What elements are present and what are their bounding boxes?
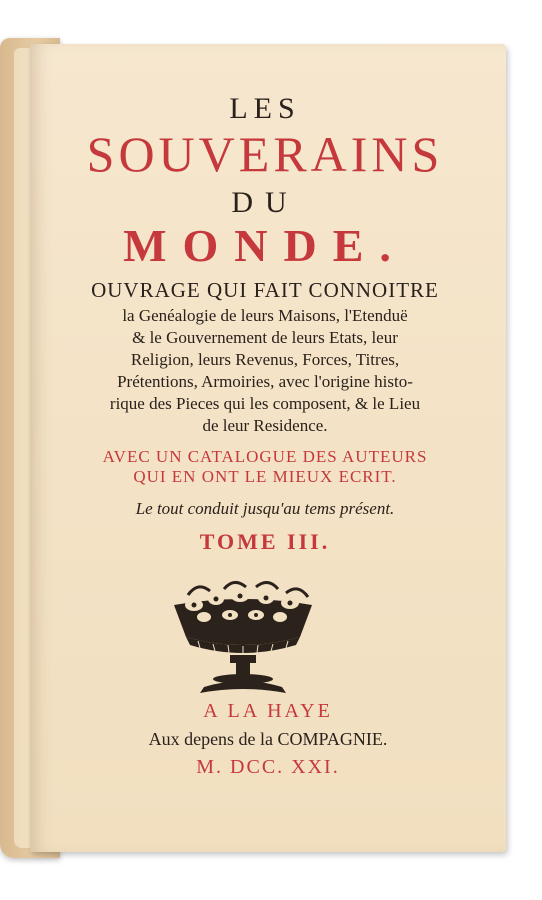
catalog-note [40,447,490,487]
description-line: Prétentions, Armoiries, avec l'origine histo- [117,372,413,391]
title-block [40,80,490,555]
fruit-basket-woodcut-icon [168,575,318,697]
title-souverains: SOUVERAINS [86,126,444,182]
description-line: Religion, leurs Revenus, Forces, Titres, [130,350,400,369]
catalog-line: AVEC UN CATALOGUE DES AUTEURS [102,447,428,466]
subtitle-line: OUVRAGE QUI FAIT CONNOITRE [91,278,439,302]
imprint [30,700,506,779]
description-line: rique des Pieces qui les composent, & le Lieu [109,394,421,413]
imprint-year: M. DCC. XXI. [196,756,340,778]
tome-label: TOME III. [199,529,331,554]
description-line: de leur Residence. [202,416,328,435]
imprint-publisher: Aux depens de la COMPAGNIE. [148,729,388,749]
description-line: & le Gouvernement de leurs Etats, leur [132,328,398,347]
catalog-line: QUI EN ONT LE MIEUX ECRIT. [133,467,397,486]
imprint-place: A LA HAYE [203,700,333,722]
description [40,305,490,437]
title-les: LES [229,92,301,125]
title-du: DU [231,186,299,219]
title-monde: MONDE. [123,220,407,271]
tout-line: Le tout conduit jusqu'au tems présent. [135,499,395,518]
description-line: la Genéalogie de leurs Maisons, l'Etenduë [122,306,408,325]
